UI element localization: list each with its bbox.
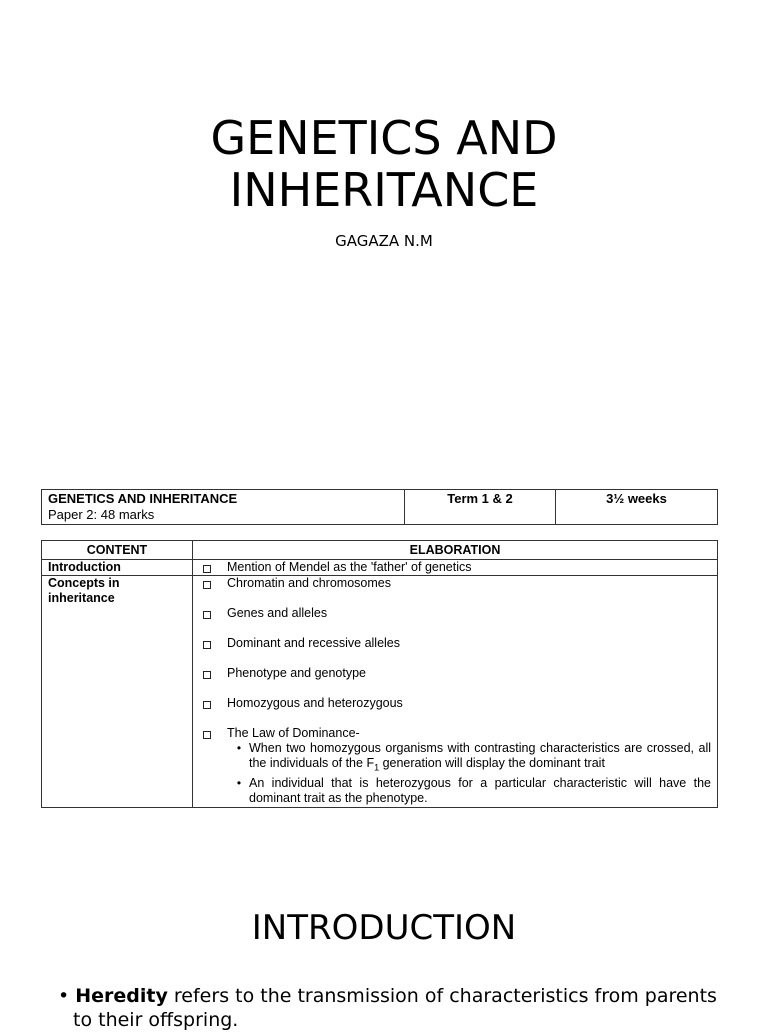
bullet-dot-icon: • (236, 775, 242, 790)
checkbox-bullet-icon (203, 671, 211, 679)
title-line-1: GENETICS AND (210, 111, 558, 165)
introduction-elaboration (193, 560, 718, 576)
law-point-1: When two homozygous organisms with contrasting characteristics are crossed, all the individuals of the $F_1$ generation will display the dominant trait (249, 741, 711, 773)
list-item (199, 776, 711, 806)
title-line-2: INHERITANCE (229, 163, 539, 217)
law-point-2: An individual that is heterozygous for a particular characteristic will have the dominant trait as the phenotype. (249, 775, 711, 805)
heredity-term: Heredity (75, 985, 168, 1007)
list-item (199, 741, 711, 776)
checkbox-bullet-icon (203, 701, 211, 709)
bullet-dot-icon: • (236, 741, 242, 755)
list-item-text: Dominant and recessive alleles (227, 636, 401, 650)
introduction-heading: INTRODUCTION (251, 908, 517, 948)
table-row (42, 560, 718, 576)
checkbox-bullet-icon (203, 641, 211, 649)
list-item-text: Phenotype and genotype (227, 666, 367, 680)
heredity-definition: refers to the transmission of characteristics from parents to their offspring. (73, 985, 717, 1031)
heredity-bullet: • Heredity refers to the transmission of characteristics from parents to their offspring. (58, 985, 717, 1031)
list-item (199, 666, 711, 681)
concepts-elaboration (193, 576, 718, 808)
slide-title (0, 112, 768, 216)
content-column-header: CONTENT (42, 541, 193, 560)
introduction-label: Introduction (42, 560, 193, 576)
concepts-label: Concepts in inheritance (42, 576, 193, 808)
topic-cell (42, 490, 405, 525)
checkbox-bullet-icon (203, 581, 211, 589)
list-item-text: Genes and alleles (227, 606, 328, 620)
checkbox-bullet-icon (203, 565, 211, 573)
list-item-text: Mention of Mendel as the 'father' of genetics (227, 560, 472, 574)
list-item-text: Homozygous and heterozygous (227, 696, 403, 710)
paper-marks: Paper 2: 48 marks (48, 507, 155, 522)
topic-name: GENETICS AND INHERITANCE (48, 491, 238, 506)
list-item (199, 560, 711, 575)
content-elaboration-table (41, 540, 718, 808)
list-item (199, 606, 711, 621)
checkbox-bullet-icon (203, 611, 211, 619)
checkbox-bullet-icon (203, 731, 211, 739)
list-item-text: Chromatin and chromosomes (227, 576, 391, 590)
term-cell: Term 1 & 2 (405, 490, 556, 525)
list-item (199, 636, 711, 651)
author-name: GAGAZA N.M (335, 232, 433, 250)
elaboration-column-header: ELABORATION (193, 541, 718, 560)
list-item (199, 696, 711, 711)
law-of-dominance-points (199, 741, 711, 806)
table-row (42, 576, 718, 808)
list-item-text: The Law of Dominance- (227, 726, 360, 740)
duration-cell: 3½ weeks (556, 490, 718, 525)
list-item (199, 576, 711, 591)
topic-header-table (41, 489, 718, 525)
list-item (199, 726, 711, 741)
